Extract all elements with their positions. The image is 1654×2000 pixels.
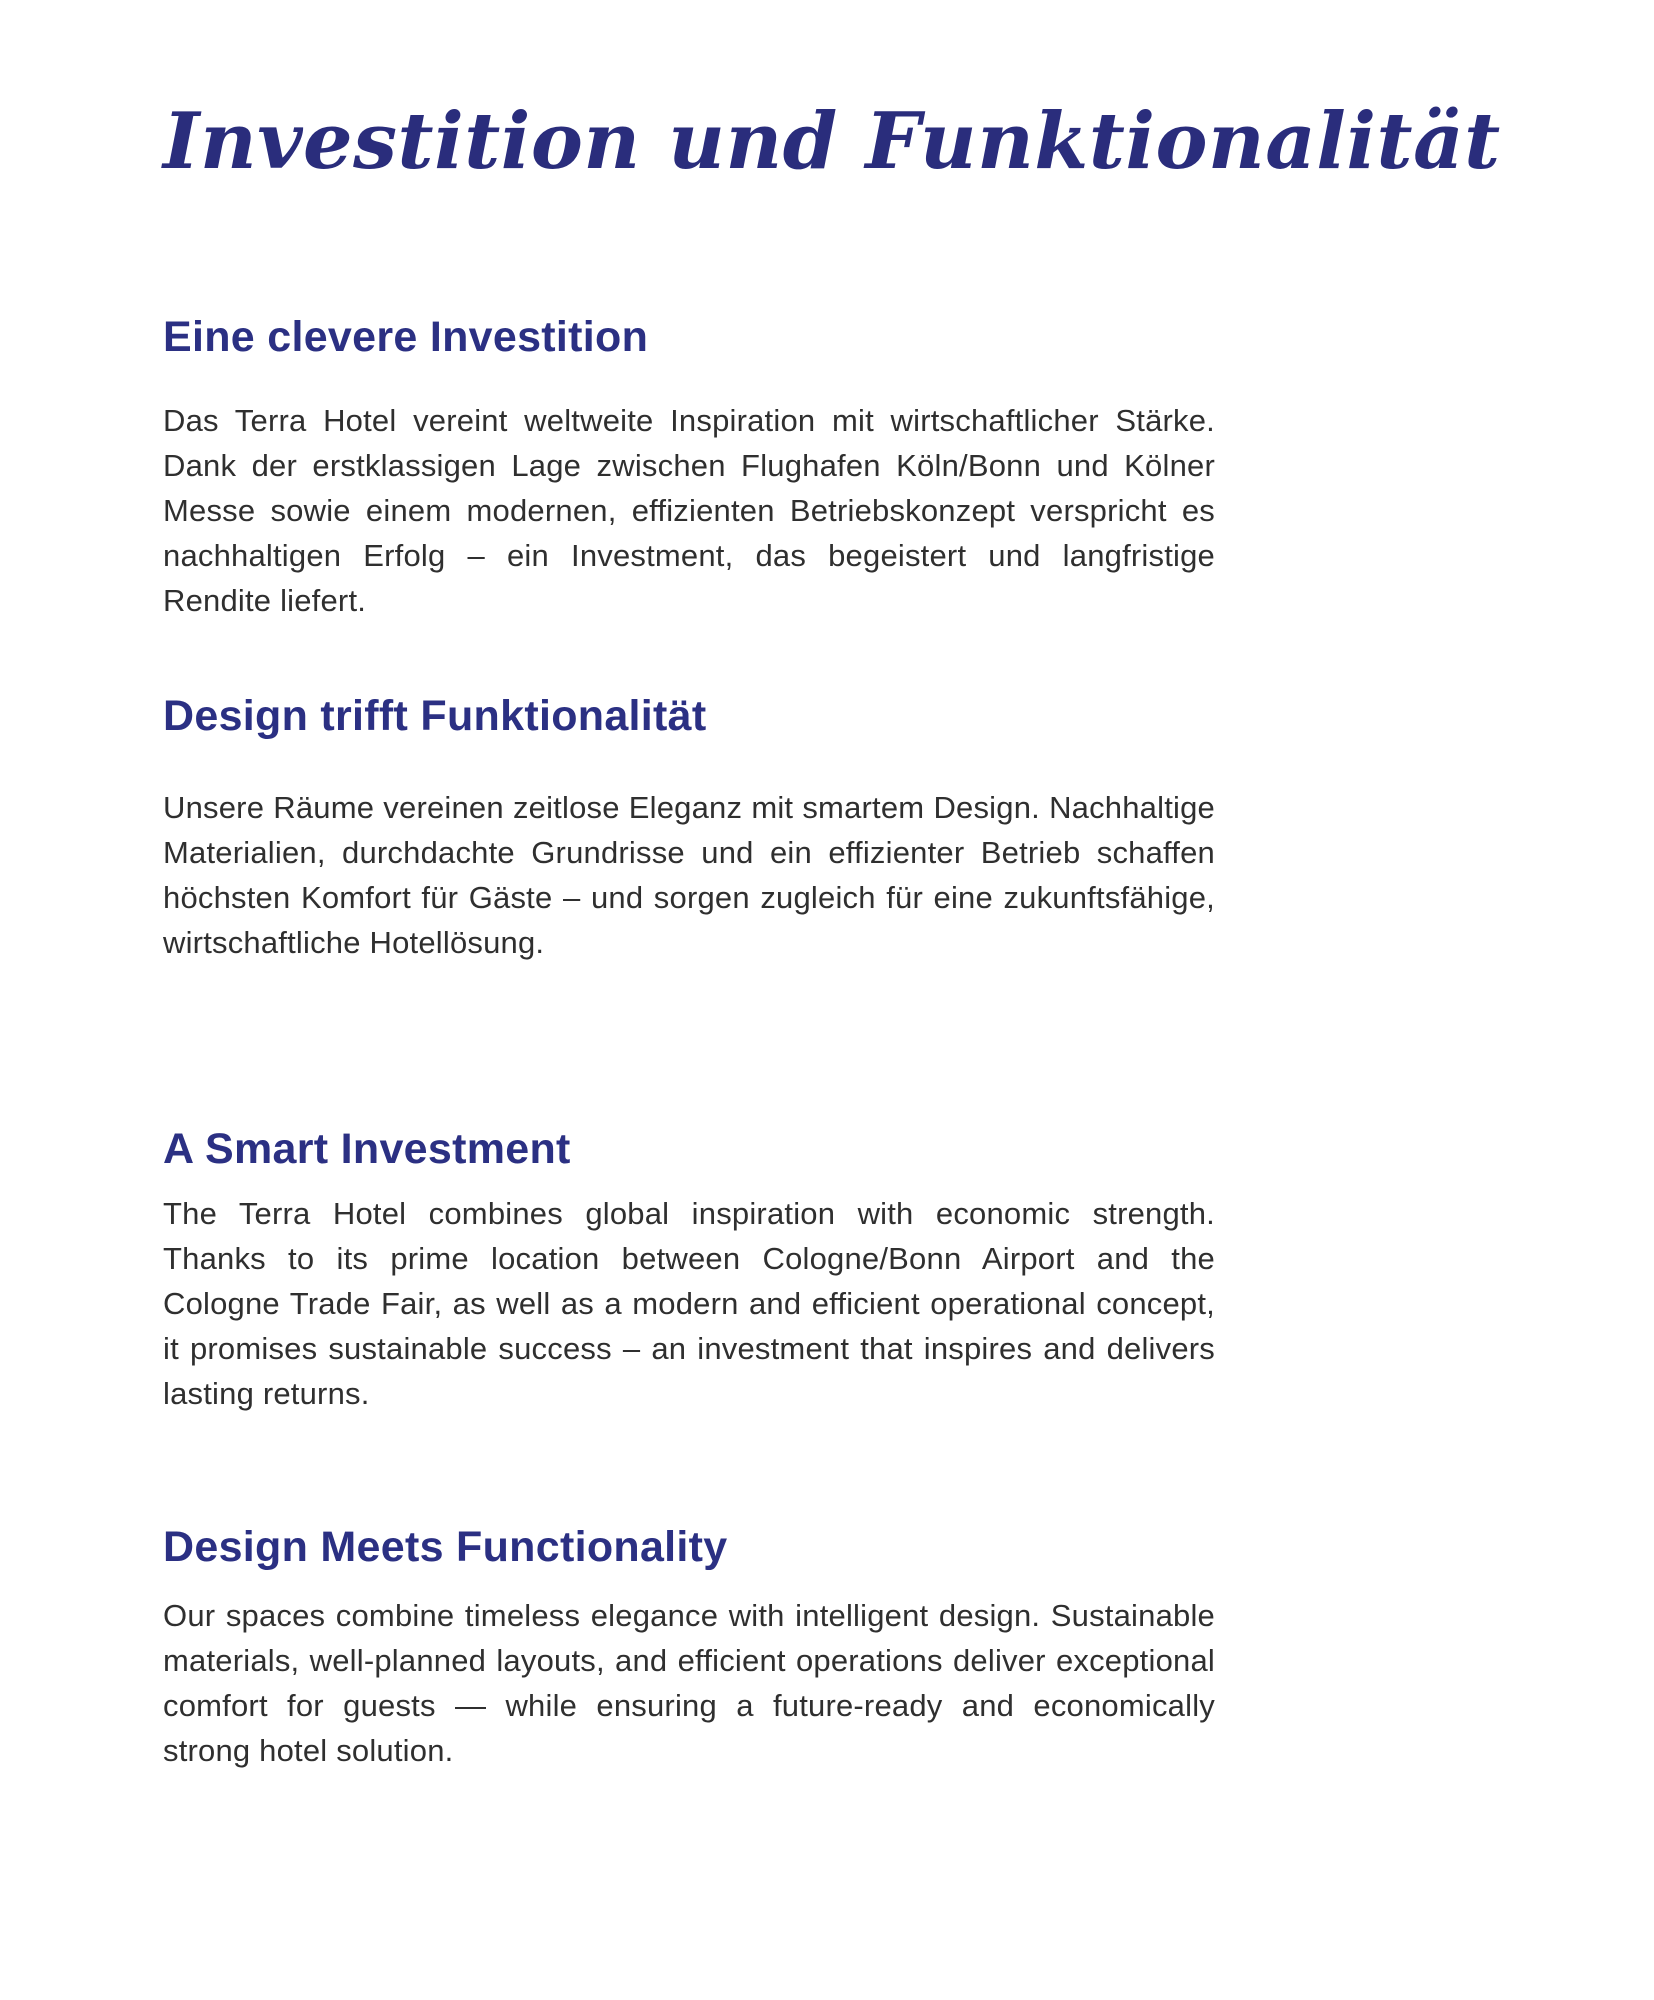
section-design-trifft-funktionalitaet (163, 690, 1215, 965)
section-a-smart-investment (163, 1123, 1215, 1416)
section-heading-de-design: Design trifft Funktionalität (163, 692, 707, 740)
page-title: Investition und Funktionalität (163, 96, 1501, 187)
content-column (163, 0, 1501, 1773)
section-design-meets-functionality (163, 1521, 1215, 1773)
section-body-en-design: Our spaces combine timeless elegance with intelligent design. Sustainable materials, well-planned layouts, and efficient operations deliver exceptional comfort for guests — while ensuring a future-ready and economically strong hotel solution. (163, 1598, 1215, 1768)
section-body-de-investition: Das Terra Hotel vereint weltweite Inspiration mit wirtschaftlicher Stärke. Dank der erstklassigen Lage zwischen Flughafen Köln/Bonn und Kölner Messe sowie einem modernen, effizienten Betriebskonzept verspricht es nachhaltigen Erfolg – ein Investment, das begeistert und langfristige Rendite liefert. (163, 403, 1215, 618)
section-body-de-design: Unsere Räume vereinen zeitlose Eleganz mit smartem Design. Nachhaltige Materialien, durchdachte Grundrisse und ein effizienter Betrieb schaffen höchsten Komfort für Gäste – und sorgen zugleich für eine zukunftsfähige, wirtschaftliche Hotellösung. (163, 790, 1215, 960)
section-heading-en-design: Design Meets Functionality (163, 1523, 728, 1571)
section-heading-de-investition: Eine clevere Investition (163, 313, 649, 361)
section-body-en-investment: The Terra Hotel combines global inspiration with economic strength. Thanks to its prime location between Cologne/Bonn Airport and the Cologne Trade Fair, as well as a modern and efficient operational concept, it promises sustainable success – an investment that inspires and delivers lasting returns. (163, 1196, 1215, 1411)
section-eine-clevere-investition (163, 311, 1215, 623)
section-heading-en-investment: A Smart Investment (163, 1125, 571, 1173)
